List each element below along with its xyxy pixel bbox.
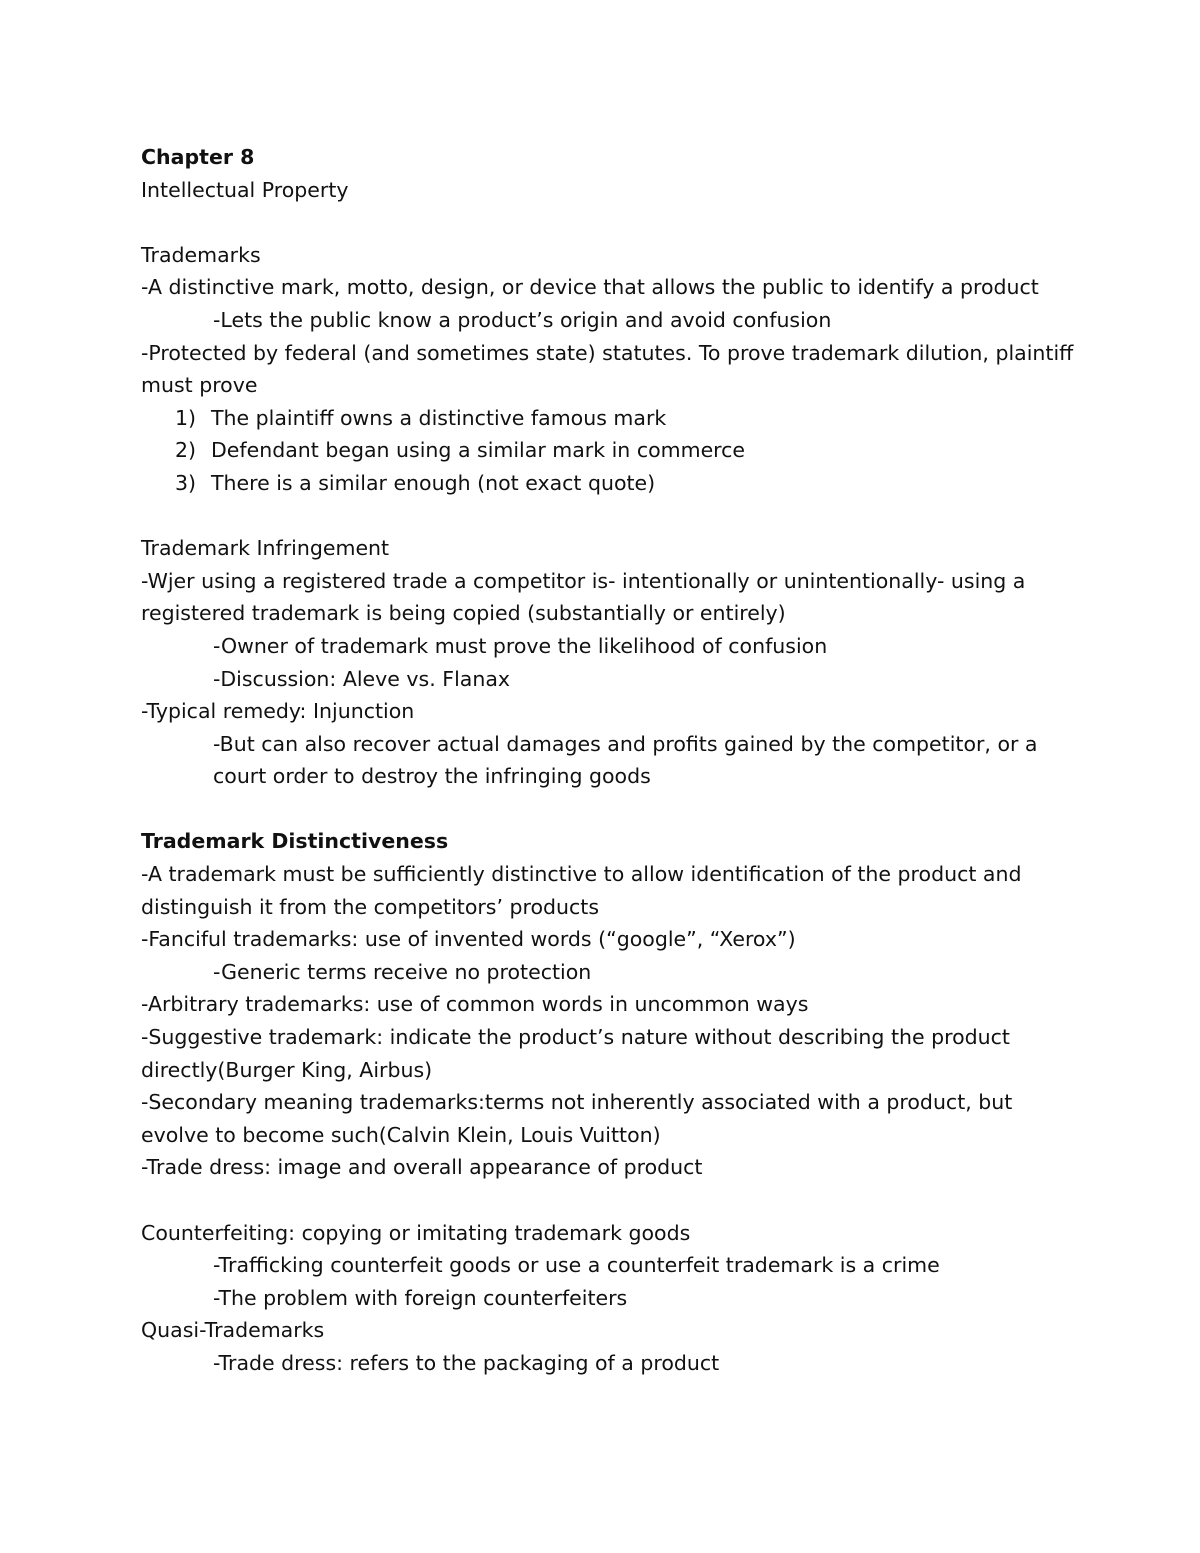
list-item [141,467,1081,500]
spacer [141,793,1081,826]
spacer [141,1184,1081,1217]
trademarks-definition: -A distinctive mark, motto, design, or device that allows the public to identify a product [141,275,1039,300]
trademarks-definition-sub: -Lets the public know a product’s origin and avoid confusion [213,307,832,332]
chapter-title: Chapter 8 [141,145,255,169]
distinctiveness-suggestive: -Suggestive trademark: indicate the product’s nature without describing the product directly(Burger King, Airbus) [141,1025,1017,1082]
distinctiveness-fanciful-sub: -Generic terms receive no protection [213,959,592,984]
list-item-number: 3) [175,470,197,495]
section-title-counterfeiting: Counterfeiting: copying or imitating trademark goods [141,1220,691,1245]
spacer [141,500,1081,533]
distinctiveness-definition: -A trademark must be sufficiently distinctive to allow identification of the product and distinguish it from the competitors’ products [141,862,1029,919]
infringement-definition: -Wjer using a registered trade a competitor is- intentionally or unintentionally- using a registered trademark is being copied (substantially or entirely) [141,568,1032,626]
list-item [141,402,1081,435]
list-item-number: 2) [175,438,197,463]
distinctiveness-secondary: -Secondary meaning trademarks:terms not inherently associated with a product, but evolve to become such(Calvin Klein, Louis Vuitton) [141,1090,1019,1147]
counterfeiting-sub-crime: -Trafficking counterfeit goods or use a counterfeit trademark is a crime [213,1253,940,1278]
infringement-remedy-sub: -But can also recover actual damages and profits gained by the competitor, or a court order to destroy the infringing goods [213,731,1045,789]
list-item-text: The plaintiff owns a distinctive famous mark [211,405,667,430]
document-page [141,141,1081,1380]
chapter-subject: Intellectual Property [141,177,349,202]
distinctiveness-arbitrary: -Arbitrary trademarks: use of common words in uncommon ways [141,992,809,1017]
quasi-trademarks-sub: -Trade dress: refers to the packaging of a product [213,1350,720,1375]
proof-list [141,402,1081,500]
counterfeiting-sub-foreign: -The problem with foreign counterfeiters [213,1285,628,1310]
list-item-text: There is a similar enough (not exact quote) [211,470,656,495]
distinctiveness-trade-dress: -Trade dress: image and overall appearance of product [141,1155,703,1180]
list-item-text: Defendant began using a similar mark in commerce [211,438,746,463]
section-title-distinctiveness: Trademark Distinctiveness [141,829,449,854]
section-title-trademarks: Trademarks [141,242,261,267]
distinctiveness-fanciful: -Fanciful trademarks: use of invented words (“google”, “Xerox”) [141,927,796,952]
section-title-infringement: Trademark Infringement [141,536,390,561]
list-item [141,434,1081,467]
infringement-sub-confusion: -Owner of trademark must prove the likelihood of confusion [213,633,828,658]
infringement-sub-discussion: -Discussion: Aleve vs. Flanax [213,666,511,691]
trademarks-protection: -Protected by federal (and sometimes state) statutes. To prove trademark dilution, plaintiff must prove [141,340,1080,398]
spacer [141,206,1081,239]
list-item-number: 1) [175,405,197,430]
section-title-quasi-trademarks: Quasi-Trademarks [141,1318,325,1343]
infringement-remedy: -Typical remedy: Injunction [141,699,415,724]
